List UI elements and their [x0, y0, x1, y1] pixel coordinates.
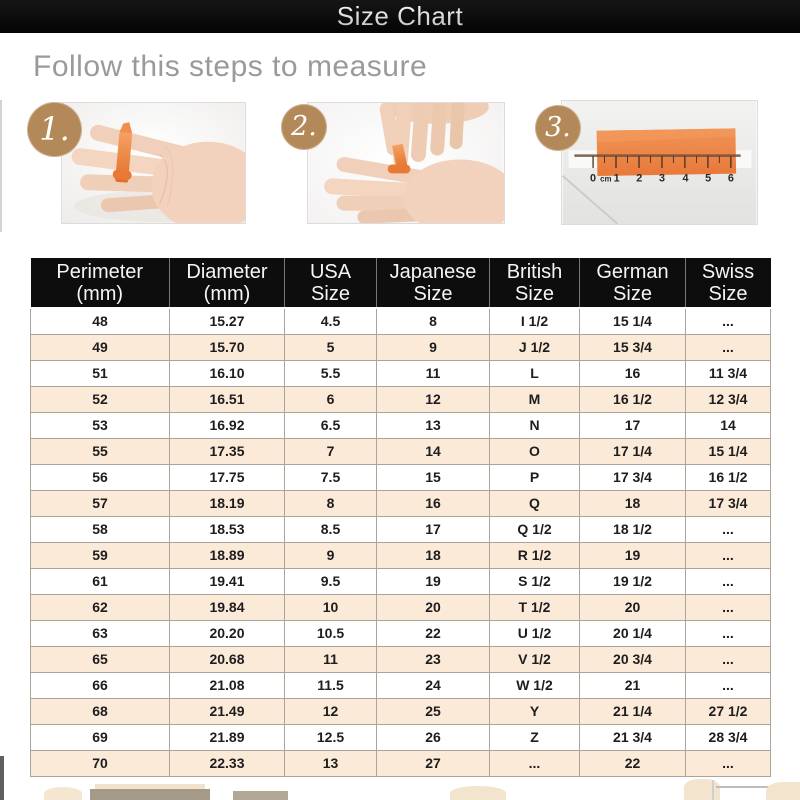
table-row — [31, 569, 771, 595]
table-cell: 27 1/2 — [686, 699, 771, 725]
table-cell: N — [490, 413, 580, 439]
table-cell: 13 — [285, 751, 377, 777]
column-header: Perimeter (mm) — [31, 258, 170, 308]
ruler-number: 1 — [613, 172, 620, 185]
table-row — [31, 647, 771, 673]
table-cell: 59 — [31, 543, 170, 569]
table-cell: ... — [686, 595, 771, 621]
table-cell: T 1/2 — [490, 595, 580, 621]
table-row — [31, 543, 771, 569]
table-cell: 20 3/4 — [580, 647, 686, 673]
table-cell: 5 — [285, 335, 377, 361]
step-3-number: 3. — [545, 111, 571, 143]
table-cell: 21.89 — [170, 725, 285, 751]
step-2-number: 2. — [291, 110, 317, 142]
table-cell: ... — [686, 335, 771, 361]
table-cell: Q — [490, 491, 580, 517]
cropped-photo-fragment — [684, 779, 720, 800]
table-cell: 12 — [285, 699, 377, 725]
table-cell: 17 3/4 — [580, 465, 686, 491]
size-table-body — [31, 308, 771, 777]
table-row — [31, 491, 771, 517]
step-3-badge — [535, 105, 581, 151]
table-cell: S 1/2 — [490, 569, 580, 595]
table-cell: 16.92 — [170, 413, 285, 439]
ruler-number: 0 — [590, 172, 597, 185]
table-cell: 8.5 — [285, 517, 377, 543]
table-cell: 69 — [31, 725, 170, 751]
ruler-number: 3 — [658, 172, 665, 185]
table-cell: 21 — [580, 673, 686, 699]
step-3-photo — [561, 100, 758, 225]
table-row — [31, 673, 771, 699]
step-1-badge — [27, 102, 82, 157]
table-cell: 23 — [377, 647, 490, 673]
title-bar — [0, 0, 800, 33]
table-cell: P — [490, 465, 580, 491]
table-cell: 17 1/4 — [580, 439, 686, 465]
column-header: Japanese Size — [377, 258, 490, 308]
table-row — [31, 699, 771, 725]
table-cell: 6 — [285, 387, 377, 413]
table-row — [31, 465, 771, 491]
table-cell: 21.08 — [170, 673, 285, 699]
table-cell: 15.27 — [170, 308, 285, 335]
table-cell: 15 1/4 — [686, 439, 771, 465]
table-cell: U 1/2 — [490, 621, 580, 647]
table-cell: 18 — [580, 491, 686, 517]
table-cell: 68 — [31, 699, 170, 725]
table-cell: ... — [686, 543, 771, 569]
table-cell: 20 1/4 — [580, 621, 686, 647]
table-cell: 66 — [31, 673, 170, 699]
table-row — [31, 413, 771, 439]
table-cell: 22.33 — [170, 751, 285, 777]
step-2-badge — [281, 104, 327, 150]
column-header: British Size — [490, 258, 580, 308]
table-cell: 10.5 — [285, 621, 377, 647]
measuring-strip-icon — [597, 128, 737, 176]
table-cell: 57 — [31, 491, 170, 517]
table-cell: 19 1/2 — [580, 569, 686, 595]
table-cell: 7 — [285, 439, 377, 465]
table-cell: 17.35 — [170, 439, 285, 465]
size-table-header-row — [31, 258, 771, 308]
table-cell: 61 — [31, 569, 170, 595]
table-cell: 22 — [580, 751, 686, 777]
table-row — [31, 517, 771, 543]
table-cell: 58 — [31, 517, 170, 543]
table-cell: 27 — [377, 751, 490, 777]
column-header: USA Size — [285, 258, 377, 308]
table-cell: 12 3/4 — [686, 387, 771, 413]
left-edge-artifact — [0, 756, 4, 800]
cropped-photo-fragment — [44, 787, 82, 800]
table-cell: 19.41 — [170, 569, 285, 595]
table-cell: 9.5 — [285, 569, 377, 595]
table-cell: ... — [686, 621, 771, 647]
table-cell: 4.5 — [285, 308, 377, 335]
table-cell: 18 — [377, 543, 490, 569]
table-cell: 6.5 — [285, 413, 377, 439]
table-cell: 20.68 — [170, 647, 285, 673]
table-cell: ... — [686, 647, 771, 673]
column-header: German Size — [580, 258, 686, 308]
cropped-photo-fragment — [90, 789, 210, 800]
table-row — [31, 308, 771, 335]
column-header: Diameter (mm) — [170, 258, 285, 308]
table-row — [31, 439, 771, 465]
table-cell: 9 — [377, 335, 490, 361]
size-table-head — [31, 258, 771, 308]
step-2-photo — [307, 102, 505, 224]
table-cell: 18 1/2 — [580, 517, 686, 543]
table-cell: 65 — [31, 647, 170, 673]
table-cell: V 1/2 — [490, 647, 580, 673]
table-cell: 11 — [377, 361, 490, 387]
table-cell: 13 — [377, 413, 490, 439]
table-cell: 17 — [377, 517, 490, 543]
table-cell: 63 — [31, 621, 170, 647]
table-cell: 16 1/2 — [686, 465, 771, 491]
table-cell: 15.70 — [170, 335, 285, 361]
column-header: Swiss Size — [686, 258, 771, 308]
table-cell: 26 — [377, 725, 490, 751]
size-table — [30, 258, 771, 777]
table-cell: R 1/2 — [490, 543, 580, 569]
table-cell: 62 — [31, 595, 170, 621]
table-cell: 15 1/4 — [580, 308, 686, 335]
table-cell: 48 — [31, 308, 170, 335]
table-cell: 17.75 — [170, 465, 285, 491]
table-cell: 11 — [285, 647, 377, 673]
table-row — [31, 387, 771, 413]
cropped-photo-fragment — [233, 791, 288, 800]
table-cell: Y — [490, 699, 580, 725]
table-cell: 17 — [580, 413, 686, 439]
table-cell: ... — [686, 517, 771, 543]
wrapping-hands-illustration — [308, 103, 504, 223]
table-cell: 70 — [31, 751, 170, 777]
table-cell: 19 — [580, 543, 686, 569]
table-cell: 52 — [31, 387, 170, 413]
table-cell: 55 — [31, 439, 170, 465]
hand-with-strip-illustration — [62, 103, 245, 223]
table-cell: 12.5 — [285, 725, 377, 751]
table-cell: 17 3/4 — [686, 491, 771, 517]
table-cell: 19.84 — [170, 595, 285, 621]
cropped-photo-fragment — [450, 786, 506, 800]
table-cell: ... — [686, 751, 771, 777]
table-cell: 9 — [285, 543, 377, 569]
ruler-number: 5 — [705, 172, 712, 185]
table-cell: 15 — [377, 465, 490, 491]
ruler-number: 2 — [636, 172, 643, 185]
table-cell: 7.5 — [285, 465, 377, 491]
table-cell: L — [490, 361, 580, 387]
table-row — [31, 595, 771, 621]
table-row — [31, 361, 771, 387]
table-cell: 19 — [377, 569, 490, 595]
step-1-number: 1. — [39, 109, 70, 148]
ruler-number: 4 — [682, 172, 689, 185]
table-cell: 15 3/4 — [580, 335, 686, 361]
table-row — [31, 621, 771, 647]
table-cell: 14 — [377, 439, 490, 465]
table-cell: Z — [490, 725, 580, 751]
table-cell: 25 — [377, 699, 490, 725]
table-cell: Q 1/2 — [490, 517, 580, 543]
table-cell: ... — [686, 308, 771, 335]
ruler-number: 6 — [727, 172, 734, 185]
table-cell: 21 1/4 — [580, 699, 686, 725]
table-cell: 56 — [31, 465, 170, 491]
table-cell: 24 — [377, 673, 490, 699]
table-row — [31, 725, 771, 751]
table-cell: 12 — [377, 387, 490, 413]
table-cell: 11.5 — [285, 673, 377, 699]
table-cell: 8 — [377, 308, 490, 335]
ruler-unit-label: cm — [600, 174, 612, 184]
table-cell: 16 1/2 — [580, 387, 686, 413]
table-cell: 53 — [31, 413, 170, 439]
table-cell: ... — [686, 673, 771, 699]
table-cell: 16 — [580, 361, 686, 387]
left-edge-artifact — [0, 100, 2, 232]
table-cell: 28 3/4 — [686, 725, 771, 751]
table-cell: 20.20 — [170, 621, 285, 647]
table-cell: 22 — [377, 621, 490, 647]
table-cell: J 1/2 — [490, 335, 580, 361]
table-cell: 16.51 — [170, 387, 285, 413]
table-cell: 5.5 — [285, 361, 377, 387]
table-cell: 49 — [31, 335, 170, 361]
cropped-photo-fragment — [766, 782, 800, 800]
table-cell: I 1/2 — [490, 308, 580, 335]
table-cell: 20 — [580, 595, 686, 621]
table-cell: 11 3/4 — [686, 361, 771, 387]
table-cell: 18.89 — [170, 543, 285, 569]
table-cell: 20 — [377, 595, 490, 621]
table-cell: 16 — [377, 491, 490, 517]
strip-on-ruler-illustration — [562, 101, 757, 224]
table-cell: 8 — [285, 491, 377, 517]
table-cell: 16.10 — [170, 361, 285, 387]
step-1-photo — [61, 102, 246, 224]
table-row — [31, 751, 771, 777]
table-cell: 21.49 — [170, 699, 285, 725]
table-cell: 18.19 — [170, 491, 285, 517]
table-cell: ... — [686, 569, 771, 595]
instructions-heading: Follow this steps to measure — [33, 50, 428, 83]
table-cell: O — [490, 439, 580, 465]
table-cell: 10 — [285, 595, 377, 621]
table-cell: W 1/2 — [490, 673, 580, 699]
table-cell: M — [490, 387, 580, 413]
table-cell: 18.53 — [170, 517, 285, 543]
page-title: Size Chart — [336, 1, 464, 31]
table-row — [31, 335, 771, 361]
table-cell: 21 3/4 — [580, 725, 686, 751]
cropped-photo-fragment — [712, 780, 714, 800]
table-cell: 14 — [686, 413, 771, 439]
table-cell: ... — [490, 751, 580, 777]
table-cell: 51 — [31, 361, 170, 387]
